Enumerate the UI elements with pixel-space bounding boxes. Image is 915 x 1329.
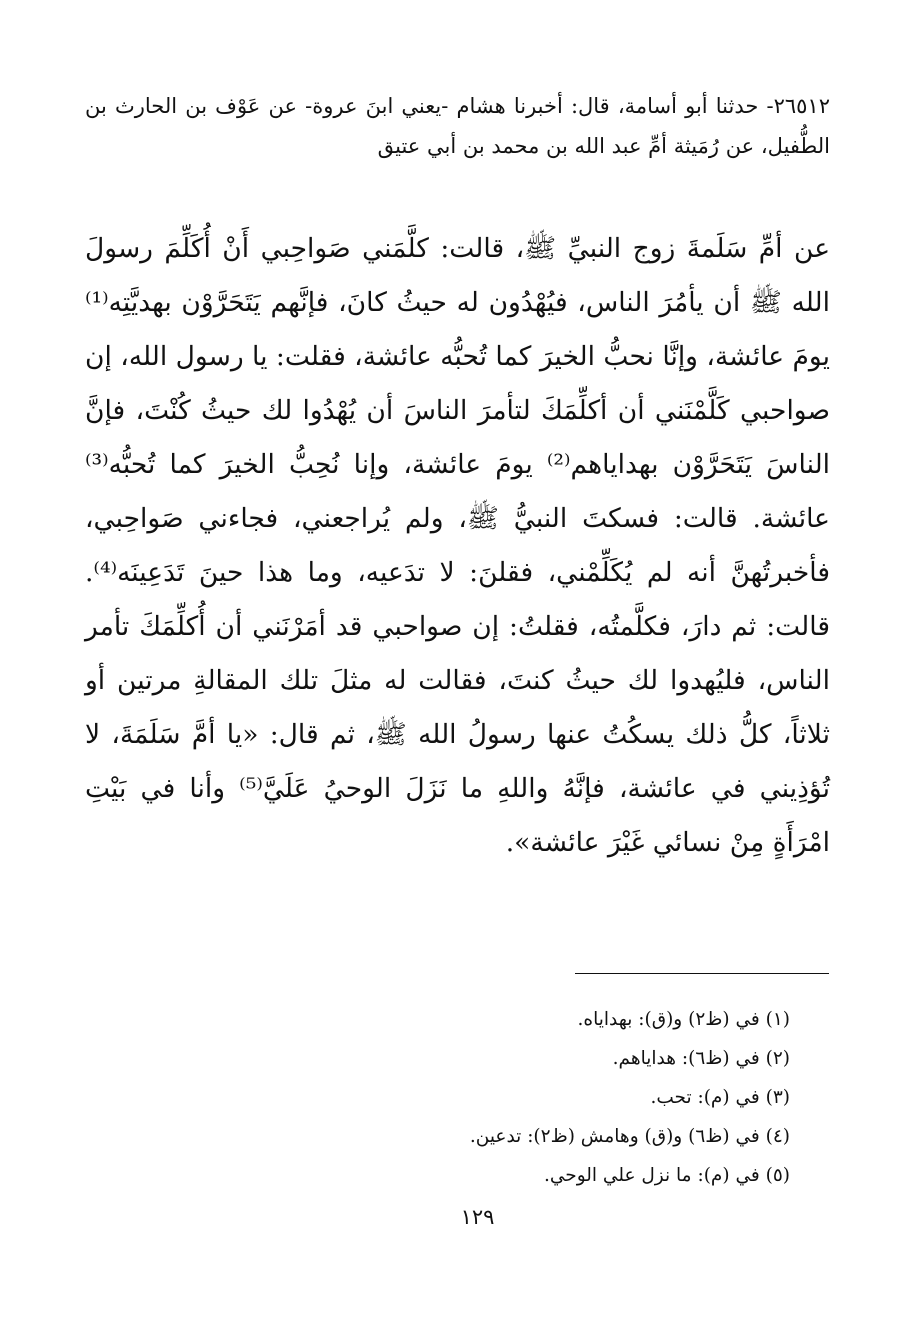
footnote-2: (٢) في (ظ٦): هداياهم. [612, 1048, 790, 1069]
footnotes [100, 1000, 790, 1195]
footnote-1: (١) في (ظ٢) و(ق): بهداياه. [577, 1009, 790, 1030]
hadith-body [85, 222, 830, 870]
hadith-text: عن أمِّ سَلَمةَ زوج النبيِّ ﷺ، قالت: كلَّمَني صَواحِبي أَنْ أُكَلِّمَ رسولَ الله ﷺ أن يأمُرَ الناس، فيُهْدُون له حيثُ كانَ، فإنَّهم يَتَحَرَّوْن بهديَّتِه⁽¹⁾ يومَ عائشة، وإنَّا نحبُّ الخيرَ كما تُحبُّه عائشة، فقلت: يا رسول الله، إن صواحبي كَلَّمْنَني أن أكلِّمَكَ لتأمرَ الناسَ أن يُهْدُوا لك حيثُ كُنْتَ، فإنَّ الناسَ يَتَحَرَّوْن بهداياهم⁽²⁾ يومَ عائشة، وإنا نُحِبُّ الخيرَ كما تُحبُّه⁽³⁾ عائشة. قالت: فسكتَ النبيُّ ﷺ، ولم يُراجعني، فجاءني صَواحِبي، فأخبرتُهنَّ أنه لم يُكَلِّمْني، فقلنَ: لا تدَعيه، وما هذا حينَ تَدَعِينَه⁽⁴⁾. قالت: ثم دارَ، فكلَّمتُه، فقلتُ: إن صواحبي قد أمَرْنَني أن أُكلِّمَكَ تأمر الناس، فليُهدوا لك حيثُ كنتَ، فقالت له مثلَ تلك المقالةِ مرتين أو ثلاثاً، كلُّ ذلك يسكُتُ عنها رسولُ الله ﷺ، ثم قال: «يا أمَّ سَلَمَةَ، لا تُؤذِيني في عائشة، فإنَّهُ واللهِ ما نَزَلَ الوحيُ عَلَيَّ⁽⁵⁾ وأنا في بَيْتِ امْرَأَةٍ مِنْ نسائي غَيْرَ عائشة». [85, 233, 831, 858]
footnote-4: (٤) في (ظ٦) و(ق) وهامش (ظ٢): تدعين. [469, 1126, 790, 1147]
hadith-chain [85, 86, 830, 166]
footnote-separator [575, 973, 829, 974]
footnote-3: (٣) في (م): تحب. [650, 1087, 790, 1108]
page-number: ١٢٩ [460, 1205, 495, 1229]
footnote-5: (٥) في (م): ما نزل علي الوحي. [543, 1165, 790, 1186]
isnad-text: ٢٦٥١٢- حدثنا أبو أسامة، قال: أخبرنا هشام -يعني ابنَ عروة- عن عَوْف بن الحارث بن الطُّفيل، عن رُمَيثة أمِّ عبد الله بن محمد بن أبي عتيق [85, 94, 830, 158]
